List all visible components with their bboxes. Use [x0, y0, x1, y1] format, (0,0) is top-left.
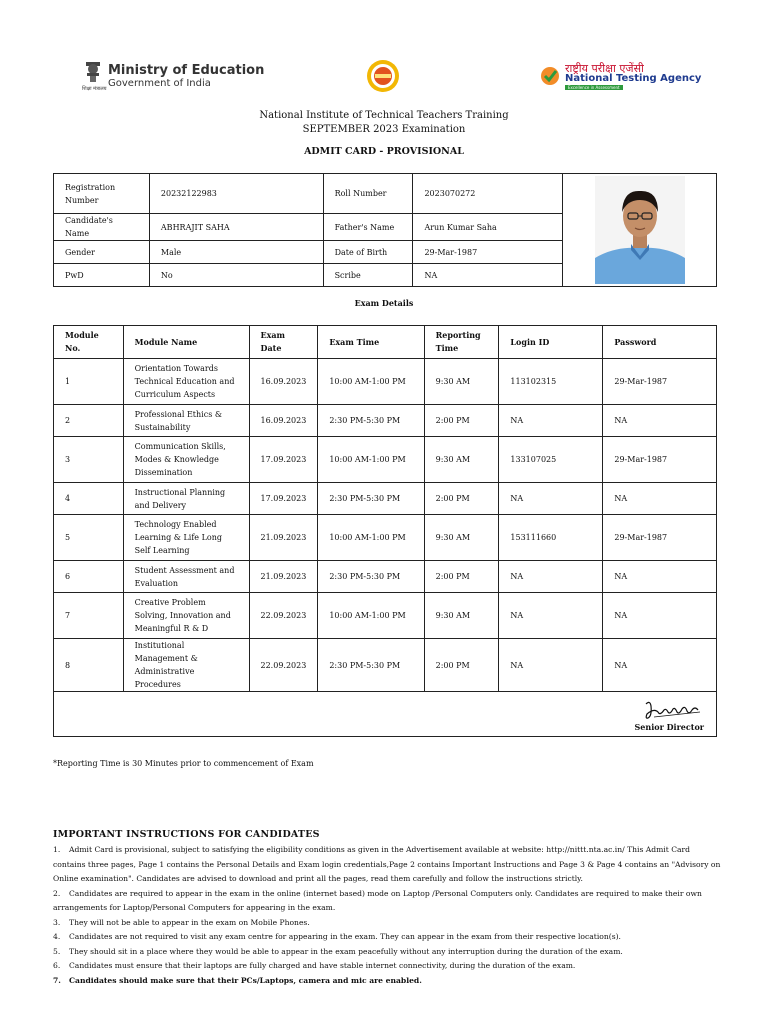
scribe-value: NA: [413, 264, 563, 287]
exam-session: SEPTEMBER 2023 Examination: [302, 124, 466, 135]
ministry-hindi: शिक्षा मंत्रालय: [82, 86, 107, 92]
module-no: 5: [54, 515, 124, 561]
exam-date: 16.09.2023: [249, 359, 318, 405]
table-row: [54, 561, 717, 593]
instruction-item: 1. Admit Card is provisional, subject to satisfying the eligibility conditions as given in the Advertisement available at website: http://nittt.nta.ac.in/ This Admit Card contains three pages, Page 1 contains the Personal Details and Exam login credentials,Page 2 contains Important Instructions and Page 3 & Page 4 contains an "Advisory on Online examination". Candidates are advised to download and print all the pages, read them carefully and follow the instructions strictly.: [53, 845, 721, 883]
password: NA: [603, 483, 717, 515]
exam-time: 10:00 AM-1:00 PM: [318, 437, 424, 483]
aicte-logo-icon: [366, 59, 400, 93]
password: 29-Mar-1987: [603, 515, 717, 561]
table-row: [54, 593, 717, 639]
nta-logo: [540, 62, 702, 91]
module-no: 3: [54, 437, 124, 483]
table-row: [54, 359, 717, 405]
module-no: 8: [54, 639, 124, 692]
reporting-time: 9:30 AM: [424, 515, 499, 561]
instruction-item: 3. They will not be able to appear in the exam on Mobile Phones.: [53, 917, 310, 927]
module-no: 1: [54, 359, 124, 405]
reporting-time: 9:30 AM: [424, 359, 499, 405]
header-module-no: Module No.: [54, 326, 124, 359]
dob-value: 29-Mar-1987: [413, 241, 563, 264]
exam-time: 10:00 AM-1:00 PM: [318, 515, 424, 561]
candidate-details-table: [53, 173, 717, 287]
module-name: Student Assessment and Evaluation: [123, 561, 249, 593]
exam-time: 10:00 AM-1:00 PM: [318, 593, 424, 639]
dob-label: Date of Birth: [323, 241, 413, 264]
ministry-of-education-logo: [82, 60, 265, 94]
header-exam-time: Exam Time: [318, 326, 424, 359]
signature-box: [53, 684, 717, 737]
exam-header-row: [54, 326, 717, 359]
father-name-value: Arun Kumar Saha: [413, 214, 563, 241]
password: NA: [603, 593, 717, 639]
reporting-time-note: *Reporting Time is 30 Minutes prior to commencement of Exam: [53, 759, 314, 768]
registration-number-value: 20232122983: [149, 174, 323, 214]
reporting-time: 2:00 PM: [424, 405, 499, 437]
login-id: 133107025: [499, 437, 603, 483]
login-id: NA: [499, 593, 603, 639]
reporting-time: 9:30 AM: [424, 437, 499, 483]
login-id: NA: [499, 639, 603, 692]
header-password: Password: [603, 326, 717, 359]
candidate-name-label: Candidate's Name: [54, 214, 150, 241]
reporting-time: 2:00 PM: [424, 639, 499, 692]
header-login-id: Login ID: [499, 326, 603, 359]
login-id: NA: [499, 483, 603, 515]
module-name: Professional Ethics & Sustainability: [123, 405, 249, 437]
reporting-time: 2:00 PM: [424, 561, 499, 593]
module-name: Creative Problem Solving, Innovation and Meaningful R & D: [123, 593, 249, 639]
photo-cell: [563, 174, 717, 287]
instruction-item: 6. Candidates must ensure that their laptops are fully charged and have stable internet connectivity, during the duration of the exam.: [53, 961, 576, 970]
login-id: NA: [499, 561, 603, 593]
scribe-label: Scribe: [323, 264, 413, 287]
instruction-item: 5. They should sit in a place where they would be able to appear in the exam peacefully without any interruption during the duration of the exam.: [53, 946, 623, 956]
exam-time: 10:00 AM-1:00 PM: [318, 359, 424, 405]
gender-value: Male: [149, 241, 323, 264]
module-no: 2: [54, 405, 124, 437]
ministry-subtitle: Government of India: [108, 78, 211, 89]
login-id: NA: [499, 405, 603, 437]
senior-director-label: Senior Director: [634, 722, 704, 732]
header-exam-date: Exam Date: [249, 326, 318, 359]
instructions-list: [53, 843, 721, 988]
signature-image: [642, 698, 704, 722]
header-module-name: Module Name: [123, 326, 249, 359]
module-name: Orientation Towards Technical Education and Curriculum Aspects: [123, 359, 249, 405]
candidate-photo: [595, 176, 685, 284]
exam-date: 22.09.2023: [249, 593, 318, 639]
module-name: Institutional Management & Administrative Procedures: [123, 639, 249, 692]
exam-time: 2:30 PM-5:30 PM: [318, 405, 424, 437]
exam-details-table: [53, 325, 717, 692]
exam-date: 17.09.2023: [249, 437, 318, 483]
exam-date: 16.09.2023: [249, 405, 318, 437]
pwd-value: No: [149, 264, 323, 287]
password: NA: [603, 639, 717, 692]
instruction-item: 2. Candidates are required to appear in the exam in the online (internet based) mode on Laptop /Personal Computers only. Candidates are required to make their own arrangements for Laptop/Personal Computers for appearing in the exam.: [53, 888, 702, 912]
nta-name: National Testing Agency: [565, 73, 702, 84]
table-row: [54, 483, 717, 515]
module-name: Technology Enabled Learning & Life Long Self Learning: [123, 515, 249, 561]
module-name: Instructional Planning and Delivery: [123, 483, 249, 515]
exam-date: 17.09.2023: [249, 483, 318, 515]
header-reporting-time: Reporting Time: [424, 326, 499, 359]
password: 29-Mar-1987: [603, 359, 717, 405]
roll-number-label: Roll Number: [323, 174, 413, 214]
module-no: 7: [54, 593, 124, 639]
nta-check-icon: [540, 66, 560, 86]
pwd-label: PwD: [54, 264, 150, 287]
nta-hindi-name: राष्ट्रीय परीक्षा एजेंसी: [565, 62, 644, 75]
instructions-title: IMPORTANT INSTRUCTIONS FOR CANDIDATES: [53, 829, 320, 840]
nta-tagline: Excellence in Assessment: [565, 85, 623, 90]
password: NA: [603, 561, 717, 593]
module-no: 4: [54, 483, 124, 515]
candidate-name-value: ABHRAJIT SAHA: [149, 214, 323, 241]
gender-label: Gender: [54, 241, 150, 264]
father-name-label: Father's Name: [323, 214, 413, 241]
registration-number-label: Registration Number: [54, 174, 150, 214]
reporting-time: 9:30 AM: [424, 593, 499, 639]
login-id: 153111660: [499, 515, 603, 561]
module-no: 6: [54, 561, 124, 593]
exam-details-title: Exam Details: [354, 298, 414, 308]
roll-number-value: 2023070272: [413, 174, 563, 214]
exam-time: 2:30 PM-5:30 PM: [318, 639, 424, 692]
exam-date: 22.09.2023: [249, 639, 318, 692]
module-name: Communication Skills, Modes & Knowledge Dissemination: [123, 437, 249, 483]
table-row: [54, 515, 717, 561]
password: 29-Mar-1987: [603, 437, 717, 483]
exam-time: 2:30 PM-5:30 PM: [318, 561, 424, 593]
exam-date: 21.09.2023: [249, 561, 318, 593]
exam-date: 21.09.2023: [249, 515, 318, 561]
table-row: [54, 405, 717, 437]
instruction-item: 7. Candidates should make sure that their PCs/Laptops, camera and mic are enabled.: [53, 975, 422, 985]
login-id: 113102315: [499, 359, 603, 405]
reporting-time: 2:00 PM: [424, 483, 499, 515]
password: NA: [603, 405, 717, 437]
exam-time: 2:30 PM-5:30 PM: [318, 483, 424, 515]
institute-name: National Institute of Technical Teachers Training: [259, 110, 509, 121]
instruction-item: 4. Candidates are not required to visit any exam centre for appearing in the exam. They can appear in the exam from their respective location(s).: [53, 932, 621, 941]
table-row: [54, 437, 717, 483]
ministry-title: Ministry of Education: [108, 63, 265, 78]
admit-card-title: ADMIT CARD - PROVISIONAL: [304, 146, 464, 157]
